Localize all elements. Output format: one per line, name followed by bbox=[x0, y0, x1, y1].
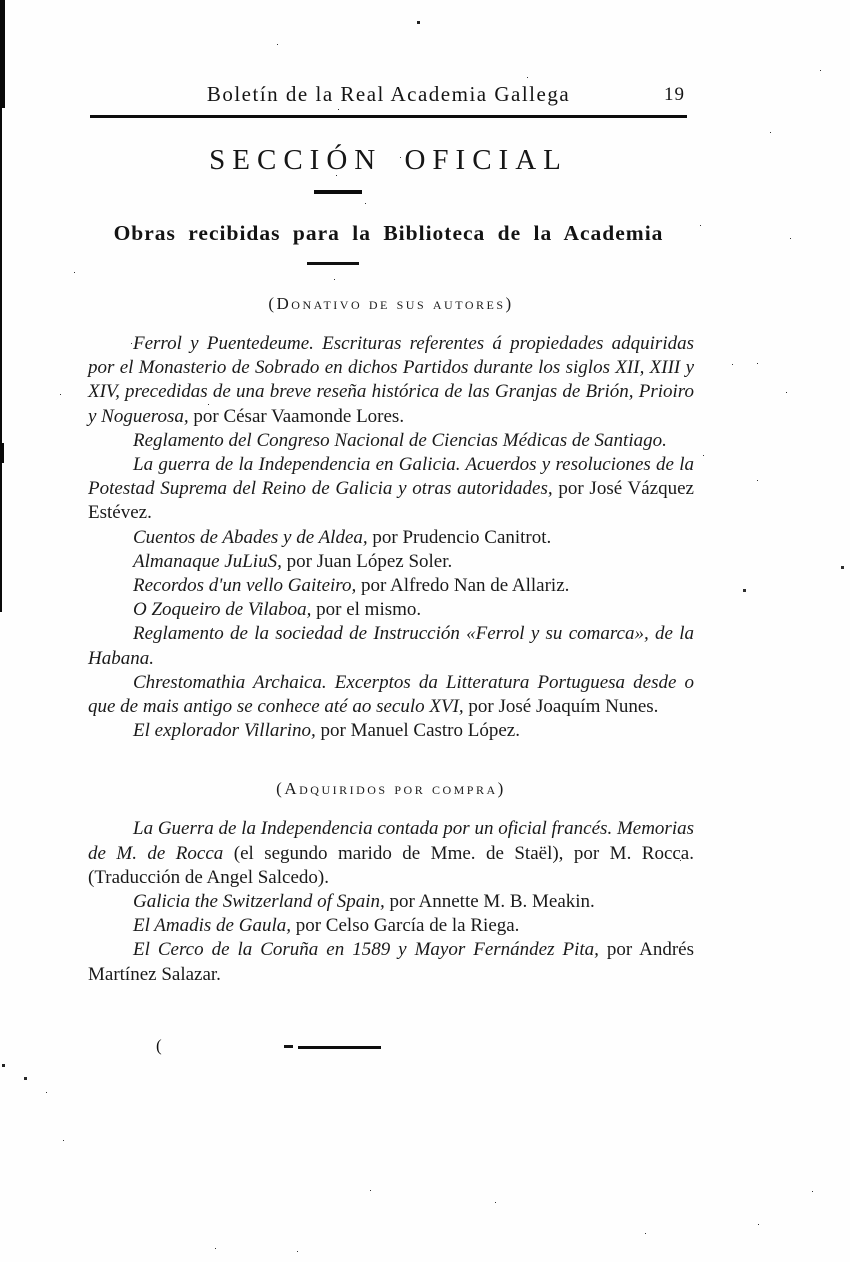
book-entry bbox=[88, 890, 694, 914]
book-entry bbox=[88, 719, 694, 743]
entry-author-text: por César Vaamonde Lores. bbox=[188, 405, 405, 427]
footer-divider bbox=[298, 1046, 381, 1049]
footer-divider-dash bbox=[284, 1045, 293, 1048]
entry-author-text: por Alfredo Nan de Allariz. bbox=[356, 575, 570, 597]
scan-edge-artifact bbox=[0, 598, 2, 612]
scan-edge-artifact bbox=[0, 0, 5, 108]
entry-author-text: por José Vázquez Estévez. bbox=[88, 478, 694, 524]
book-title: Recordos d'un vello Gaiteiro, bbox=[133, 575, 357, 597]
entry-author-text: por Prudencio Canitrot. bbox=[367, 526, 552, 548]
book-title: El Cerco de la Coruña en 1589 y Mayor Fernández Pita, bbox=[133, 939, 599, 961]
book-entry bbox=[88, 574, 694, 598]
section-title-rule bbox=[314, 190, 362, 194]
book-entry bbox=[88, 598, 694, 622]
scan-noise bbox=[0, 0, 1, 1]
entry-author-text: por el mismo. bbox=[311, 599, 422, 621]
journal-title: Boletín de la Real Academia Gallega bbox=[206, 82, 571, 106]
book-entry bbox=[88, 526, 694, 550]
scan-edge-artifact bbox=[0, 108, 2, 598]
book-title: La guerra de la Independencia en Galicia. Acuerdos y resoluciones de la Potestad Suprema del Reino de Galicia y otras autoridades, bbox=[88, 454, 694, 500]
entry-author-text: por Juan López Soler. bbox=[281, 550, 453, 572]
entry-author-text: por Manuel Castro López. bbox=[315, 720, 520, 742]
book-group bbox=[88, 779, 694, 986]
page-number: 19 bbox=[664, 84, 685, 105]
book-title: Cuentos de Abades y de Aldea, bbox=[133, 526, 368, 548]
book-title: Reglamento del Congreso Nacional de Ciencias Médicas de Santiago. bbox=[133, 429, 667, 451]
book-title: O Zoqueiro de Vilaboa, bbox=[133, 599, 312, 621]
entry-author-text: por José Joaquím Nunes. bbox=[463, 696, 659, 718]
book-entry bbox=[88, 550, 694, 574]
book-entry bbox=[88, 622, 694, 670]
stray-ink-mark: ( bbox=[156, 1036, 162, 1055]
page-subtitle: Obras recibidas para la Biblioteca de la Academia bbox=[113, 221, 664, 245]
book-title: Ferrol y Puentedeume. Escrituras referentes á propiedades adquiridas por el Monasterio de Sobrado en dichos Partidos durante los siglos XII, XIII y XIV, precedidas de una breve reseña histórica de las Granjas de Brión, Prioiro y Noguerosa, bbox=[88, 333, 694, 427]
book-entry bbox=[88, 671, 694, 719]
scan-edge-artifact bbox=[0, 443, 4, 463]
book-entry bbox=[88, 332, 694, 429]
subtitle-rule bbox=[307, 262, 359, 265]
group-label: (Adquiridos por compra) bbox=[276, 779, 506, 799]
book-group bbox=[88, 294, 694, 743]
book-title: El Amadis de Gaula, bbox=[133, 915, 291, 937]
entry-author-text: por Andrés Martínez Salazar. bbox=[88, 939, 695, 985]
entry-author-text: por Annette M. B. Meakin. bbox=[384, 891, 595, 913]
book-title: Almanaque JuLiuS, bbox=[133, 550, 282, 572]
entry-author-text: por Celso García de la Riega. bbox=[290, 915, 520, 937]
book-title: Chrestomathia Archaica. Excerptos da Litteratura Portuguesa desde o que de mais antigo se conhece até ao seculo XVI, bbox=[88, 671, 694, 718]
running-head bbox=[90, 82, 687, 112]
header-rule bbox=[90, 115, 687, 118]
book-entry bbox=[88, 429, 694, 453]
book-title: El explorador Villarino, bbox=[133, 720, 316, 742]
book-entry bbox=[88, 938, 694, 986]
book-title: Galicia the Switzerland of Spain, bbox=[133, 891, 385, 913]
book-entry bbox=[88, 914, 694, 938]
book-title: Reglamento de la sociedad de Instrucción «Ferrol y su comarca», de la Habana. bbox=[88, 623, 694, 669]
entry-author-text: (el segundo marido de Mme. de Staël), por M. Rocca. (Traducción de Angel Salcedo). bbox=[88, 842, 694, 888]
section-title: SECCIÓN OFICIAL bbox=[209, 144, 568, 176]
book-title: La Guerra de la Independencia contada por un oficial francés. Memorias de M. de Rocca bbox=[88, 818, 694, 864]
book-entry bbox=[88, 817, 694, 890]
book-entry bbox=[88, 453, 694, 526]
group-label: (Donativo de sus autores) bbox=[268, 294, 514, 313]
book-groups bbox=[88, 286, 694, 987]
